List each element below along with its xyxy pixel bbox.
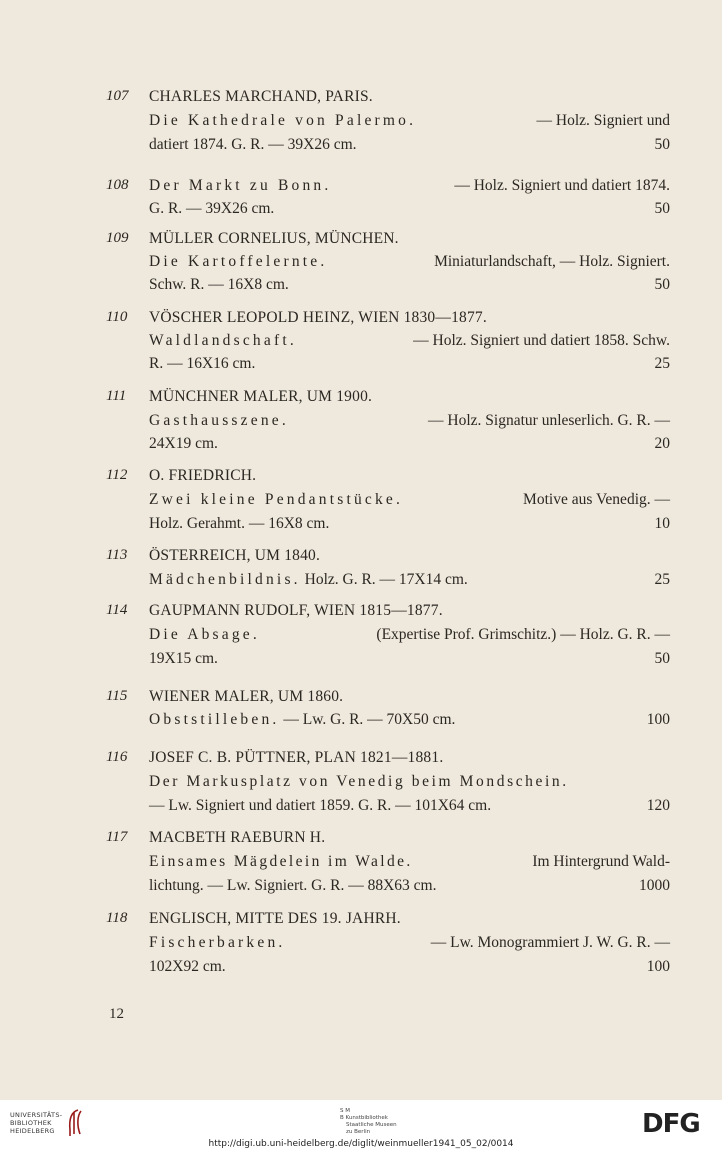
price: 50 xyxy=(654,650,670,667)
artist-heading: MÜLLER CORNELIUS, MÜNCHEN. xyxy=(149,230,399,247)
price: 50 xyxy=(654,276,670,293)
description-line: Obststilleben. — Lw. G. R. — 70X50 cm. xyxy=(149,711,456,728)
artist-heading: MÜNCHNER MALER, UM 1900. xyxy=(149,388,373,405)
lot-number: 118 xyxy=(106,910,128,926)
description-line: 24X19 cm. xyxy=(149,435,218,452)
library-logo-icon xyxy=(66,1108,86,1138)
page-number: 12 xyxy=(109,1006,124,1022)
price: 50 xyxy=(654,136,670,153)
footer-bar xyxy=(0,1100,722,1153)
description-line: lichtung. — Lw. Signiert. G. R. — 88X63 cm. xyxy=(149,877,437,894)
price: 10 xyxy=(654,515,670,532)
lot-number: 116 xyxy=(106,749,128,765)
price: 25 xyxy=(654,355,670,372)
artist-heading: VÖSCHER LEOPOLD HEINZ, WIEN 1830—1877. xyxy=(149,309,487,326)
source-url-link[interactable]: http://digi.ub.uni-heidelberg.de/diglit/weinmueller1941_05_02/0014 xyxy=(208,1139,514,1149)
artist-heading: ENGLISCH, MITTE DES 19. JAHRH. xyxy=(149,910,401,927)
description-line: Der Markusplatz von Venedig beim Mondschein. xyxy=(149,773,569,790)
description-line: Waldlandschaft. — Holz. Signiert und datiert 1858. Schw. xyxy=(149,332,670,349)
description-line: Zwei kleine Pendantstücke. Motive aus Venedig. — xyxy=(149,491,670,508)
description-line: Die Absage. (Expertise Prof. Grimschitz.) — Holz. G. R. — xyxy=(149,626,670,643)
price: 100 xyxy=(646,711,670,728)
artist-heading: CHARLES MARCHAND, PARIS. xyxy=(149,88,373,105)
lot-number: 115 xyxy=(106,688,128,704)
description-line: Holz. Gerahmt. — 16X8 cm. xyxy=(149,515,330,532)
artist-heading: ÖSTERREICH, UM 1840. xyxy=(149,547,321,564)
lot-number: 110 xyxy=(106,309,128,325)
description-line: Die Kartoffelernte. Miniaturlandschaft, — Holz. Signiert. xyxy=(149,253,670,270)
price: 25 xyxy=(654,571,670,588)
lot-number: 108 xyxy=(106,177,129,193)
lot-number: 112 xyxy=(106,467,128,483)
artist-heading: WIENER MALER, UM 1860. xyxy=(149,688,344,705)
artist-heading: MACBETH RAEBURN H. xyxy=(149,829,326,846)
lot-number: 114 xyxy=(106,602,128,618)
price: 100 xyxy=(646,958,670,975)
museum-logo-text: S M B Kunstbibliothek Staatliche Museen zu Berlin xyxy=(340,1108,397,1135)
description-line: Schw. R. — 16X8 cm. xyxy=(149,276,289,293)
lot-number: 107 xyxy=(106,88,129,104)
description-line: Einsames Mägdelein im Walde. Im Hintergrund Wald- xyxy=(149,853,670,870)
description-line: R. — 16X16 cm. xyxy=(149,355,256,372)
lot-number: 113 xyxy=(106,547,128,563)
lot-number: 109 xyxy=(106,230,129,246)
price: 120 xyxy=(646,797,670,814)
description-line: Die Kathedrale von Palermo. — Holz. Signiert und xyxy=(149,112,670,129)
description-line: G. R. — 39X26 cm. xyxy=(149,200,275,217)
description-line: Der Markt zu Bonn. — Holz. Signiert und datiert 1874. xyxy=(149,177,670,194)
description-line: Mädchenbildnis. Holz. G. R. — 17X14 cm. xyxy=(149,571,468,588)
artist-heading: O. FRIEDRICH. xyxy=(149,467,257,484)
price: 50 xyxy=(654,200,670,217)
description-line: Gasthausszene. — Holz. Signatur unleserlich. G. R. — xyxy=(149,412,670,429)
price: 1000 xyxy=(639,877,670,894)
description-line: Fischerbarken. — Lw. Monogrammiert J. W. G. R. — xyxy=(149,934,670,951)
price: 20 xyxy=(654,435,670,452)
description-line: 102X92 cm. xyxy=(149,958,226,975)
artist-heading: GAUPMANN RUDOLF, WIEN 1815—1877. xyxy=(149,602,443,619)
lot-number: 111 xyxy=(106,388,127,404)
dfg-logo: DFG xyxy=(642,1109,700,1139)
description-line: datiert 1874. G. R. — 39X26 cm. xyxy=(149,136,357,153)
description-line: — Lw. Signiert und datiert 1859. G. R. — 101X64 cm. xyxy=(149,797,492,814)
lot-number: 117 xyxy=(106,829,128,845)
library-logo-text: UNIVERSITÄTS- BIBLIOTHEK HEIDELBERG xyxy=(10,1111,63,1135)
artist-heading: JOSEF C. B. PÜTTNER, PLAN 1821—1881. xyxy=(149,749,444,766)
description-line: 19X15 cm. xyxy=(149,650,218,667)
